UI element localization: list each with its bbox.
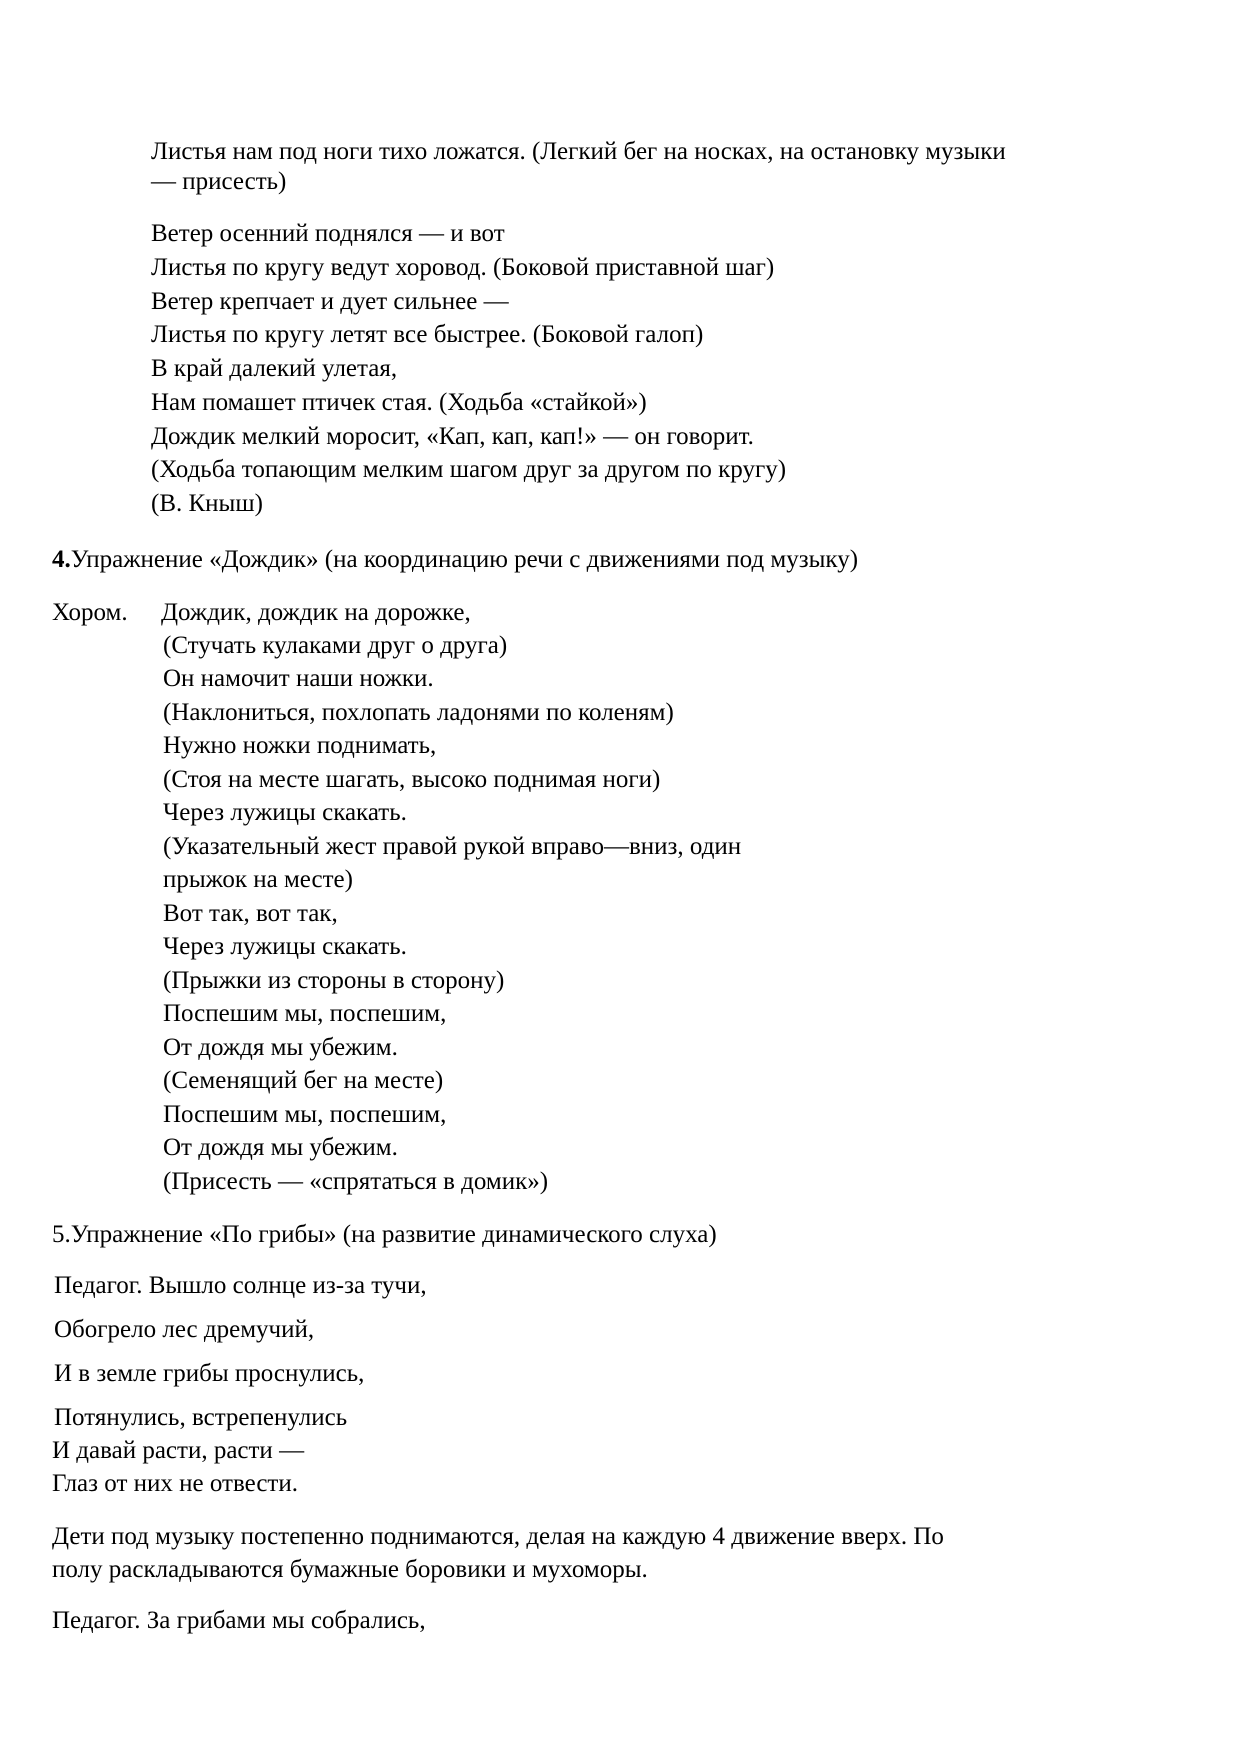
poem-line: Педагог. Вышло солнце из-за тучи, [54, 1272, 427, 1299]
poem-line: Вот так, вот так, [163, 900, 338, 927]
exercise-4-number: 4. [52, 546, 71, 573]
poem-line: Он намочит наши ножки. [163, 665, 434, 692]
poem-line: прыжок на месте) [163, 866, 353, 893]
poem-line: И в земле грибы проснулись, [54, 1360, 365, 1387]
poem-line: (Наклониться, похлопать ладонями по коленям) [163, 699, 674, 726]
exercise-5-number: 5. [52, 1221, 71, 1248]
poem-line: Через лужицы скакать. [163, 799, 407, 826]
poem-author: (В. Кныш) [151, 490, 263, 517]
poem-line: (Ходьба топающим мелким шагом друг за другом по кругу) [151, 456, 787, 483]
poem-line: (Стоя на месте шагать, высоко поднимая ноги) [163, 766, 661, 793]
poem-line: (Семенящий бег на месте) [163, 1067, 444, 1094]
exercise-5-title: Упражнение «По грибы» (на развитие динамического слуха) [70, 1221, 717, 1248]
poem-line: Потянулись, встрепенулись [54, 1404, 348, 1431]
poem-line: Обогрело лес дремучий, [54, 1316, 315, 1343]
poem-line: Дождик, дождик на дорожке, [161, 599, 471, 626]
poem-line: Дождик мелкий моросит, «Кап, кап, кап!» — он говорит. [151, 423, 754, 450]
paragraph-line: полу раскладываются бумажные боровики и мухоморы. [52, 1556, 648, 1583]
speaker-label: Хором. [52, 599, 128, 626]
poem-line: (Прыжки из стороны в сторону) [163, 967, 505, 994]
poem-line: Педагог. За грибами мы собрались, [52, 1607, 426, 1634]
poem-line: Поспешим мы, поспешим, [163, 1000, 447, 1027]
poem-line: Нам помашет птичек стая. (Ходьба «стайкой») [151, 389, 647, 416]
poem-line: — присесть) [151, 168, 287, 195]
poem-line: Через лужицы скакать. [163, 933, 407, 960]
poem-line: Глаз от них не отвести. [52, 1470, 298, 1497]
poem-line: (Стучать кулаками друг о друга) [163, 632, 508, 659]
paragraph-line: Дети под музыку постепенно поднимаются, делая на каждую 4 движение вверх. По [52, 1523, 944, 1550]
exercise-4-heading [52, 545, 858, 575]
poem-line: Листья по кругу ведут хоровод. (Боковой приставной шаг) [151, 254, 775, 281]
poem-line: В край далекий улетая, [151, 355, 398, 382]
poem-line: От дождя мы убежим. [163, 1034, 398, 1061]
exercise-5-heading [52, 1220, 717, 1250]
poem-line: Ветер осенний поднялся — и вот [151, 220, 505, 247]
poem-line: Поспешим мы, поспешим, [163, 1101, 447, 1128]
exercise-4-title: Упражнение «Дождик» (на координацию речи с движениями под музыку) [70, 546, 859, 573]
poem-line: От дождя мы убежим. [163, 1134, 398, 1161]
poem-line: Листья нам под ноги тихо ложатся. (Легкий бег на носках, на остановку музыки [151, 138, 1006, 165]
poem-line: Ветер крепчает и дует сильнее — [151, 288, 509, 315]
poem-line: Листья по кругу летят все быстрее. (Боковой галоп) [151, 321, 704, 348]
poem-line: И давай расти, расти — [52, 1437, 305, 1464]
poem-line: (Указательный жест правой рукой вправо—вниз, один [163, 833, 742, 860]
poem-line: Нужно ножки поднимать, [163, 732, 437, 759]
poem-line: (Присесть — «спрятаться в домик») [163, 1168, 549, 1195]
